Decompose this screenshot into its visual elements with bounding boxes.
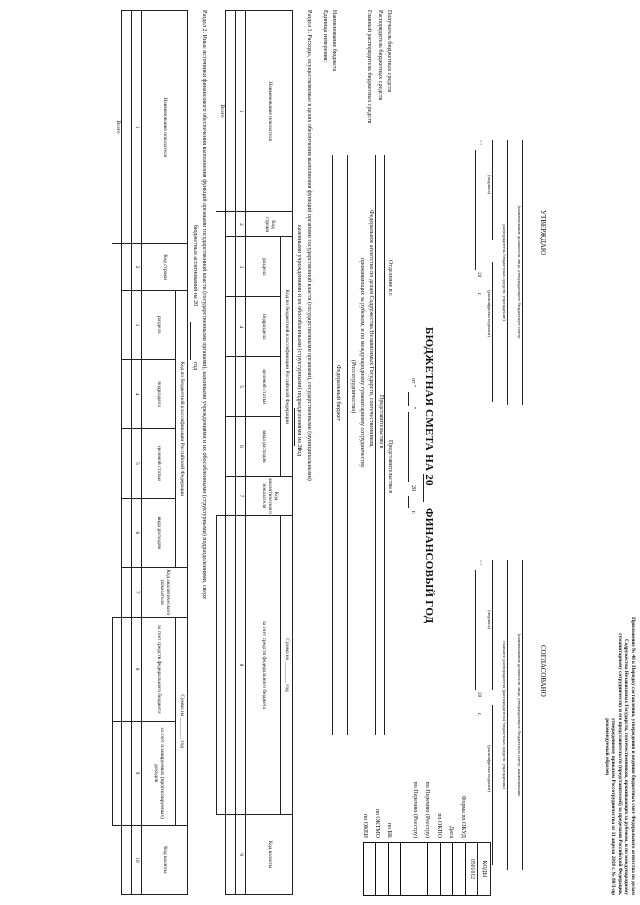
recipient-value-a: Отделение в г. <box>387 260 393 297</box>
s1-total-row <box>217 11 226 895</box>
registry-code-1 <box>428 843 441 896</box>
s2-col-num: 1 <box>132 11 142 244</box>
distributor-label: Распорядитель бюджетных средств <box>377 10 383 101</box>
code-label-registry-2: по Перечню (Реестру) <box>412 781 418 838</box>
title-date-quote: " <box>410 407 416 410</box>
s2-col-num: 10 <box>132 825 142 894</box>
s2-total-label: Всего <box>113 11 122 244</box>
agree-date-quote: " " <box>476 560 482 566</box>
s1-header-sum-fed: за счет средств федерального бюджета <box>246 515 281 814</box>
s1-header-section: раздела <box>246 237 281 297</box>
main-distributor-label: Главный распорядитель бюджетных средств <box>366 10 372 124</box>
code-label-okpo: по ОКПО <box>436 813 442 838</box>
s2-total-row <box>113 11 122 895</box>
approve-date-suffix: г. <box>476 293 482 296</box>
s2-header-section: раздела <box>142 290 176 359</box>
s2-col-num: 6 <box>132 498 142 567</box>
s2-header-target: целевой статьи <box>142 429 176 498</box>
s1-header-name: Наименование показателя <box>246 11 293 212</box>
section2-title: Раздел 2. Иные источники финансового обеспечения выполнения функций органами государственной власти (государственными органами), казенными учреждениями и их обособленными (структурными) подразделениями, сверх <box>201 10 207 599</box>
recipient-value-b: Представительства в <box>387 440 393 494</box>
distributor-value: Представительство в <box>378 395 384 449</box>
approve-caption-decoding: (расшифровка подписи) <box>487 290 492 337</box>
s1-col-num: 9 <box>236 815 246 895</box>
main-distributor-value-3: (Россотрудничество) <box>350 360 356 414</box>
unit-label: Единица измерения: <box>322 10 328 63</box>
codes-header: КОДЫ <box>478 843 491 896</box>
s1-header-sum-group: Сумма на ________ год <box>281 515 293 814</box>
s2-col-num: 7 <box>132 567 142 617</box>
s1-col-num: 1 <box>236 11 246 212</box>
codes-table <box>363 842 491 896</box>
s1-header-expense: вида расходов <box>246 417 281 477</box>
s1-header-row-code: Код строки <box>246 212 293 237</box>
appendix-line: рекомендуемый образец <box>603 718 610 775</box>
document-title: БЮДЖЕТНАЯ СМЕТА НА 20 <box>423 327 435 486</box>
title-date-from: от " <box>410 378 416 388</box>
s2-header-bk-group: Код по бюджетной классификации Российской Федерации <box>176 290 188 567</box>
approve-caption-position: (наименование должности лица, утверждающего бюджетную смету; <box>517 205 522 340</box>
s1-header-subsection: подраздела <box>246 297 281 357</box>
agree-title: СОГЛАСОВАНО <box>539 645 547 697</box>
section2-title-2: бюджетных ассигнований на 20 <box>192 225 198 307</box>
approve-date-year: 20 <box>476 272 482 278</box>
s1-col-num: 2 <box>236 212 246 237</box>
s1-header-bk-group: Код по бюджетной классификации Российской Федерации <box>281 237 293 477</box>
agree-caption-decoding: (расшифровка подписи) <box>487 745 492 792</box>
budget-name-value: Федеральный бюджет <box>335 365 341 422</box>
recipient-label: Получатель бюджетных средств <box>386 10 392 93</box>
s1-header-target: целевой статьи <box>246 357 281 417</box>
s2-header-expense: вида расходов <box>142 498 176 567</box>
appendix-line: гуманитарному сотрудничеству и его представительств (представителей) за пределами Российской Федерации, <box>616 633 623 895</box>
code-label-okei: по ОКЕИ <box>362 813 368 838</box>
okud-code: 0501012 <box>466 843 479 896</box>
bk-code <box>389 843 402 896</box>
s2-col-num: 9 <box>132 721 142 825</box>
s2-header-name: Наименование показателя <box>142 11 188 244</box>
approve-caption-signature: (подпись) <box>487 175 492 195</box>
s1-col-num: 3 <box>236 237 246 297</box>
agree-caption-org: главного распорядителя (распорядителя) бюджетных средств; учреждения) <box>502 641 507 789</box>
s2-col-num: 5 <box>132 429 142 498</box>
approve-title: УТВЕРЖДАЮ <box>539 210 547 256</box>
s1-header-analytic: Код аналитического показателя <box>246 476 293 515</box>
section1-title-2-tail: год <box>296 448 302 457</box>
s2-sum-group-label: Сумма на <box>179 694 186 717</box>
section1-title: Раздел 1. Расходы, осуществляемые в целях обеспечения выполнения функций органами государственной власти (государственными органами), государственными (муниципальными) <box>306 10 312 481</box>
section1-table <box>216 10 293 895</box>
s2-header-currency: Код валюты <box>142 825 188 894</box>
code-label-registry-1: по Перечню (Реестру) <box>424 781 430 838</box>
s1-total-label: Всего <box>217 11 226 212</box>
s2-header-subsection: подраздела <box>142 359 176 428</box>
approve-date-quote: " " <box>476 140 482 146</box>
appendix-line: Приложение № 46 к Порядку составления, утверждения и ведения бюджетных смет Федерального агентства по делам <box>630 617 636 895</box>
s1-col-num: 7 <box>236 476 246 515</box>
appendix-line: утвержденному приказом Россотрудничества от 11 апреля 2018 г. № 80/3-пр <box>610 717 617 895</box>
appendix-header <box>603 470 636 895</box>
s1-sum-group-tail: год <box>284 684 291 692</box>
code-label-oktmo: по ОКТМО <box>374 808 380 838</box>
s2-col-num: 2 <box>132 244 142 290</box>
s1-header-currency: Код валюты <box>246 815 293 895</box>
agree-caption-signature: (подпись) <box>487 610 492 630</box>
s2-header-row-code: Код строки <box>142 244 188 290</box>
registry-code-2 <box>401 843 428 896</box>
s2-header-sum-planned: за счет планируемых (прогнозируемых) доходов <box>142 721 176 825</box>
s2-col-num: 8 <box>132 617 142 721</box>
s2-header-sum-fed: за счет средств федерального бюджета <box>142 617 176 721</box>
code-label-date: Дата <box>448 826 454 838</box>
section2-table <box>112 10 188 895</box>
title-date-year: 20 <box>410 485 416 491</box>
s1-col-num: 5 <box>236 357 246 417</box>
appendix-line: Содружества Независимых Государств, соотечественников, проживающих за рубежом, и по международному <box>623 639 630 895</box>
s2-col-num: 3 <box>132 290 142 359</box>
s1-col-num: 6 <box>236 417 246 477</box>
budget-name-label: Наименование бюджета <box>331 10 337 72</box>
main-distributor-value-1: Федеральное агентство по делам Содружества Независимых Государств, соотечественников, <box>368 210 374 448</box>
document-title-tail: ФИНАНСОВЫЙ ГОД <box>423 508 435 624</box>
s2-header-sum-group: Сумма на ________ год <box>176 617 188 825</box>
agree-caption-position: (наименование должности лица, утверждающего бюджетную смету; наименование <box>517 633 522 797</box>
date-code <box>453 843 466 896</box>
agree-date-suffix: г. <box>476 713 482 716</box>
s2-header-analytic: Код аналитического показателя <box>142 567 188 617</box>
s2-col-num: 4 <box>132 359 142 428</box>
agree-date-year: 20 <box>476 692 482 698</box>
section2-title-2-tail: год <box>192 362 198 371</box>
okpo-code <box>441 843 454 896</box>
okei-code <box>364 843 377 896</box>
title-date-suffix: г. <box>410 511 416 515</box>
oktmo-code <box>376 843 389 896</box>
s1-col-num: 8 <box>236 515 246 814</box>
s2-sum-group-tail: год <box>179 740 186 748</box>
s1-sum-group-label: Сумма на <box>284 638 291 661</box>
code-label-okud: Форма по ОКУД <box>460 795 466 838</box>
section1-title-2: казенными учреждениями и их обособленными (структурными) подразделениями на 20 <box>296 225 302 451</box>
table-row <box>122 11 132 895</box>
code-label-bk: по БК <box>386 822 392 838</box>
approve-caption-org: распорядитель бюджетных средств; учреждение) <box>502 224 507 321</box>
s1-col-num: 4 <box>236 297 246 357</box>
table-row <box>226 11 236 895</box>
main-distributor-value-2: проживающих за рубежом, и по международному гуманитарному сотрудничеству <box>359 258 365 468</box>
